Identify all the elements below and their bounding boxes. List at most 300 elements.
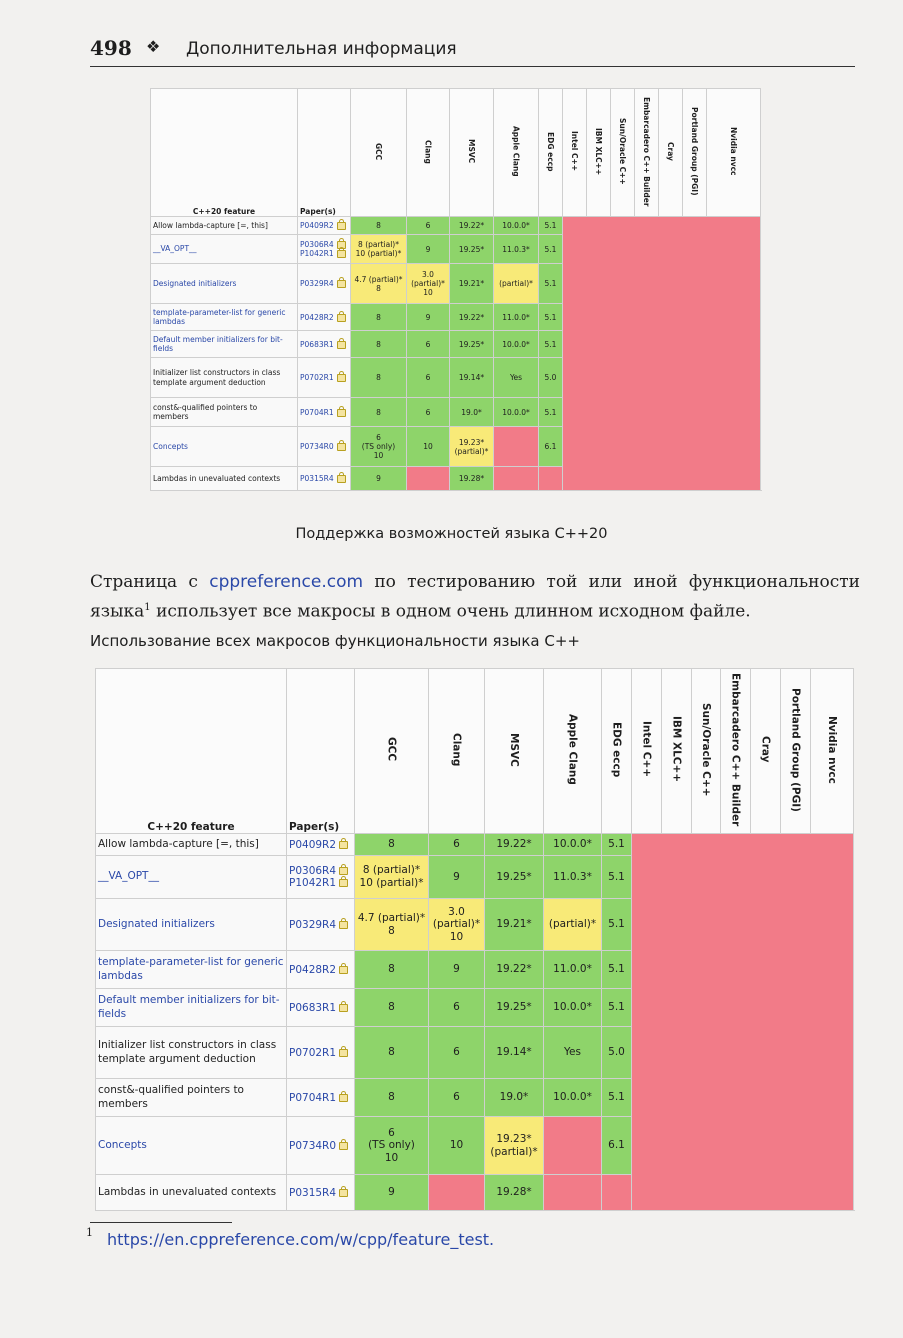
support-value: 19.22* [496,963,532,976]
support-cell [355,1027,429,1079]
paper-entry [300,340,348,349]
paper-entry [300,313,348,322]
lock-icon [339,1189,348,1197]
support-cell [450,217,494,235]
compiler-name: IBM XLC++ [594,127,603,176]
feature-table-large [95,668,854,1211]
support-cell [544,899,602,951]
paper-link[interactable]: P0409R2 [300,221,334,230]
support-cell [539,398,563,427]
feature-name: Lambdas in unevaluated contexts [151,467,298,491]
support-value: 9 [453,963,460,976]
support-cell [494,217,539,235]
support-cell [429,856,485,899]
feature-name[interactable]: Default member initializers for bit-fields [96,989,287,1027]
compiler-name: Cray [759,736,772,763]
support-cell [485,989,544,1027]
feature-name[interactable]: Designated initializers [96,899,287,951]
support-cell [450,427,494,467]
support-cell [450,398,494,427]
support-cell [544,1117,602,1175]
support-value: 5.1 [608,918,625,931]
compiler-header [683,89,707,217]
support-value: 19.28* [496,1186,532,1199]
support-value: 19.25* [458,244,485,254]
compiler-header [450,89,494,217]
support-cell [351,331,407,358]
lock-icon [337,250,346,258]
lock-icon [339,1142,348,1150]
feature-name[interactable]: Designated initializers [151,264,298,304]
support-value: 19.22* [458,312,485,322]
support-cell [450,467,494,491]
paper-link[interactable]: P0306R4 [300,240,334,249]
support-value: 8 [376,312,381,322]
support-value: 6 [453,1046,460,1059]
support-value: Yes [509,373,523,382]
support-cell [429,1175,485,1211]
compiler-header [407,89,450,217]
support-value: 9 [453,870,460,883]
support-cell [485,834,544,856]
paper-link[interactable]: P0704R1 [289,1091,337,1104]
paper-entry [300,221,348,230]
support-value: 19.25* [458,339,485,349]
support-value: 10.0.0* [502,221,530,230]
compiler-header [632,669,662,834]
page-number: 498 [90,36,132,60]
support-cell [429,834,485,856]
lock-icon [339,921,348,929]
compiler-header [587,89,611,217]
feature-column-header: C++20 feature [96,669,287,834]
support-value: 10.0.0* [502,407,530,417]
support-value: 10.0.0* [553,1091,592,1104]
support-cell [494,331,539,358]
support-cell [539,467,563,491]
compiler-name: EDG eccp [610,721,623,778]
support-value: (partial)* [411,279,445,288]
compiler-header [485,669,544,834]
support-cell [407,358,450,398]
support-cell [351,304,407,331]
feature-name[interactable]: Concepts [151,427,298,467]
lock-icon [337,374,346,382]
lock-icon [337,475,346,483]
support-value: 6 [453,1001,460,1014]
support-value: 19.25* [496,870,532,883]
support-value: 8 [388,1091,395,1104]
feature-name[interactable]: __VA_OPT__ [96,856,287,899]
support-value: 19.14* [496,1046,532,1059]
feature-name[interactable]: template-parameter-list for generic lambdas [151,304,298,331]
support-cell [407,304,450,331]
feature-name[interactable]: Default member initializers for bit-fields [151,331,298,358]
support-cell [485,951,544,989]
support-cell [544,856,602,899]
compiler-name: Clang [423,139,433,164]
compiler-name: EDG eccp [546,131,555,172]
support-cell [351,427,407,467]
lock-icon [339,1004,348,1012]
support-value: 19.21* [458,279,485,288]
support-value: 10 (partial)* [359,877,424,889]
support-value: 5.0 [608,1046,625,1059]
paper-entry [300,373,348,382]
body-paragraph [90,570,860,625]
support-value: 8 [388,1001,395,1014]
support-value: 6 [425,221,431,230]
compiler-name: MSVC [508,732,520,767]
paper-link[interactable]: P0702R1 [300,373,334,382]
support-cell [450,331,494,358]
support-value: 8 [376,373,381,382]
lock-icon [337,280,346,288]
paper-links [287,899,355,951]
compiler-name: IBM XLC++ [670,716,683,783]
header-row [96,669,854,834]
support-value: 8 [388,924,395,937]
paper-link[interactable]: P0315R4 [289,1186,337,1199]
paper-entry [289,964,352,976]
footnote-mark: 1 [86,1226,93,1239]
support-cell [494,264,539,304]
support-value: 11.0.0* [553,963,592,976]
paper-link[interactable]: P0306R4 [289,865,337,877]
paper-link[interactable]: P0734R0 [300,442,334,451]
support-cell [485,1079,544,1117]
compiler-name: Apple Clang [566,714,579,785]
support-cell [539,264,563,304]
paper-links [298,467,351,491]
support-value: (partial)* [432,918,481,931]
support-value: 19.23* [458,437,485,447]
support-value: 6 [425,373,431,382]
support-cell [407,235,450,264]
compiler-header [539,89,563,217]
support-cell [485,1175,544,1211]
feature-table-small [150,88,761,491]
paper-link[interactable]: P0329R4 [300,279,334,288]
paper-links [298,398,351,427]
support-cell [355,951,429,989]
support-value: 10 (partial)* [355,249,402,258]
paper-entry [300,474,348,483]
footnote-url[interactable]: https://en.cppreference.com/w/cpp/feature_test. [107,1230,495,1249]
compiler-name: MSVC [467,139,476,164]
support-value: 3.0 [448,905,465,918]
support-cell [355,1175,429,1211]
support-value: 10.0.0* [553,1001,592,1014]
paper-entry [289,877,352,889]
support-value: 8 [388,838,395,851]
support-value: 5.1 [608,963,625,976]
paper-links [287,1117,355,1175]
paper-links [298,304,351,331]
feature-name: Lambdas in unevaluated contexts [96,1175,287,1211]
support-cell [485,1117,544,1175]
support-value: 8 [388,1046,395,1059]
support-value: 4.7 (partial)* [354,274,403,284]
compiler-header [544,669,602,834]
paper-link[interactable]: P0683R1 [300,339,334,349]
support-value: 6 [376,433,381,442]
papers-column-header: Paper(s) [298,89,351,217]
compiler-header [721,669,751,834]
compiler-name: Sun/Oracle C++ [618,118,627,185]
support-cell [494,304,539,331]
support-cell [539,217,563,235]
support-cell [544,834,602,856]
support-cell [429,989,485,1027]
feature-name[interactable]: __VA_OPT__ [151,235,298,264]
header-row [151,89,761,217]
compiler-name: Portland Group (PGI) [690,107,699,196]
support-value: 5.1 [608,1091,625,1104]
paper-links [298,331,351,358]
support-value: 3.0 [422,270,434,279]
support-cell [494,398,539,427]
support-value: 19.14* [458,373,485,382]
support-cell [602,1079,632,1117]
support-cell [351,217,407,235]
support-value: 5.1 [544,339,557,349]
support-value: 8 (partial)* [358,240,399,249]
support-cell [351,358,407,398]
paper-links [287,834,355,856]
compiler-name: Nvidia nvcc [729,127,738,176]
support-cell [494,358,539,398]
compiler-name: Clang [450,732,463,767]
support-value: 6 [388,1126,395,1139]
compiler-header [602,669,632,834]
support-cell [544,1027,602,1079]
support-value: 6 [425,339,431,349]
support-value: (partial)* [454,446,489,456]
compiler-header [781,669,811,834]
feature-name[interactable]: Concepts [96,1117,287,1175]
compiler-name: GCC [385,737,398,762]
support-value: 5.1 [544,407,557,417]
support-cell [539,427,563,467]
paper-links [298,427,351,467]
support-cell [539,304,563,331]
footnote-rule [90,1222,232,1223]
support-value: 19.28* [458,474,485,483]
compiler-name: Intel C++ [640,721,653,778]
compiler-header [429,669,485,834]
cppreference-link[interactable]: cppreference.com [209,572,364,592]
support-cell [355,834,429,856]
paper-links [287,856,355,899]
compiler-header [611,89,635,217]
paper-links [287,951,355,989]
support-value: 10.0.0* [553,838,592,851]
paper-entry [289,1140,352,1152]
support-cell [602,1175,632,1211]
paper-link[interactable]: P0409R2 [289,838,337,851]
support-cell [450,264,494,304]
compiler-name: Embarcadero C++ Builder [729,672,742,827]
support-cell [450,235,494,264]
compiler-header [692,669,721,834]
paper-entry [289,1047,352,1059]
paper-link[interactable]: P0428R2 [300,312,334,322]
compiler-header [707,89,761,217]
support-cell [407,427,450,467]
support-value: 10 [449,1139,464,1152]
paper-links [298,235,351,264]
support-value: 5.1 [608,870,625,883]
table-row [96,834,854,856]
support-value: 19.0* [499,1091,529,1104]
compiler-header [355,669,429,834]
support-cell [485,1027,544,1079]
figure-caption-1: Поддержка возможностей языка C++20 [295,526,608,542]
paper-links [298,217,351,235]
support-value: (TS only) [368,1139,415,1152]
compiler-name: Cray [666,142,675,161]
paper-link[interactable]: P1042R1 [300,249,334,258]
support-value: 10 [373,451,384,460]
paper-entry [300,442,348,451]
support-cell [355,899,429,951]
support-cell [429,1079,485,1117]
papers-column-header: Paper(s) [287,669,355,834]
support-value: 10 [423,288,433,297]
support-value: 19.23* [496,1132,532,1145]
support-cell [602,951,632,989]
support-value: 6 [425,407,431,417]
support-cell [544,989,602,1027]
compiler-name: Embarcadero C++ Builder [642,96,651,207]
support-cell [351,264,407,304]
support-cell [602,989,632,1027]
support-value: 8 [376,283,381,293]
feature-name: const&-qualified pointers to members [151,398,298,427]
support-cell [602,1027,632,1079]
support-value: 10 [423,442,433,451]
support-value: (partial)* [548,918,597,931]
support-value: 5.1 [544,221,557,230]
lock-icon [339,841,348,849]
support-value: (TS only) [361,442,396,451]
paper-link[interactable]: P0315R4 [300,474,334,483]
paper-link[interactable]: P1042R1 [289,877,337,889]
paper-link[interactable]: P0428R2 [289,963,337,976]
compiler-name: Sun/Oracle C++ [700,702,712,797]
paper-entry [289,919,352,931]
paper-link[interactable]: P0704R1 [300,407,334,417]
support-cell [450,304,494,331]
support-value: 8 [376,221,381,230]
paper-link[interactable]: P0683R1 [289,1001,337,1014]
feature-name: Allow lambda-capture [=, this] [151,217,298,235]
footnote-ref[interactable]: 1 [144,602,151,613]
lock-icon [339,1094,348,1102]
paper-link[interactable]: P0702R1 [289,1046,337,1059]
compiler-name: Portland Group (PGI) [789,687,802,812]
paragraph-text-start: Страница с [90,572,210,592]
support-cell [485,899,544,951]
support-value: 8 [376,339,381,349]
support-value: 11.0.3* [553,870,592,883]
running-title: Дополнительная информация [186,39,457,59]
paragraph-text-end: использует все макросы в одном очень длинном исходном файле. [150,601,751,622]
support-value: 5.1 [544,312,557,322]
support-cell [450,358,494,398]
support-value: 19.21* [496,918,532,931]
paper-entry [300,279,348,288]
support-cell [407,331,450,358]
support-cell [355,856,429,899]
paper-link[interactable]: P0734R0 [289,1139,337,1152]
paper-entry [289,839,352,851]
compiler-name: Nvidia nvcc [826,715,838,784]
compiler-header [494,89,539,217]
lock-icon [337,443,346,451]
support-value: 5.1 [608,1001,625,1014]
support-cell [429,951,485,989]
support-value: 19.0* [461,407,482,417]
compiler-header [351,89,407,217]
support-value: 6.1 [608,1139,625,1152]
support-cell [407,398,450,427]
support-cell [544,1079,602,1117]
feature-name: Initializer list constructors in class template argument deduction [96,1027,287,1079]
support-cell [602,1117,632,1175]
support-cell [494,427,539,467]
paper-links [287,1027,355,1079]
support-cell [355,1079,429,1117]
compiler-name: GCC [374,142,383,161]
support-value: 6.1 [544,442,557,451]
table-row [151,217,761,235]
paper-entry [289,1092,352,1104]
lock-icon [337,341,346,349]
support-cell [494,467,539,491]
support-value: 9 [425,312,431,322]
support-value: 19.22* [496,838,532,851]
support-cell [544,951,602,989]
support-value: 8 [388,963,395,976]
support-cell [544,1175,602,1211]
compiler-header [659,89,683,217]
support-value: 5.1 [544,244,557,254]
page-header [90,36,855,67]
compiler-name: Intel C++ [570,131,579,172]
unsupported-block [632,834,854,1211]
feature-column-header: C++20 feature [151,89,298,217]
feature-name[interactable]: template-parameter-list for generic lambdas [96,951,287,989]
support-value: 9 [388,1186,395,1199]
compiler-header [563,89,587,217]
paper-link[interactable]: P0329R4 [289,918,337,931]
support-cell [494,235,539,264]
feature-name: Initializer list constructors in class template argument deduction [151,358,298,398]
lock-icon [339,879,348,887]
paper-links [287,1175,355,1211]
lock-icon [337,222,346,230]
support-value: (partial)* [490,1145,538,1158]
support-value: 19.22* [458,221,485,230]
support-cell [351,235,407,264]
separator-icon: ❖ [146,37,161,56]
lock-icon [337,314,346,322]
lock-icon [339,867,348,875]
paper-links [287,989,355,1027]
unsupported-block [563,217,761,491]
